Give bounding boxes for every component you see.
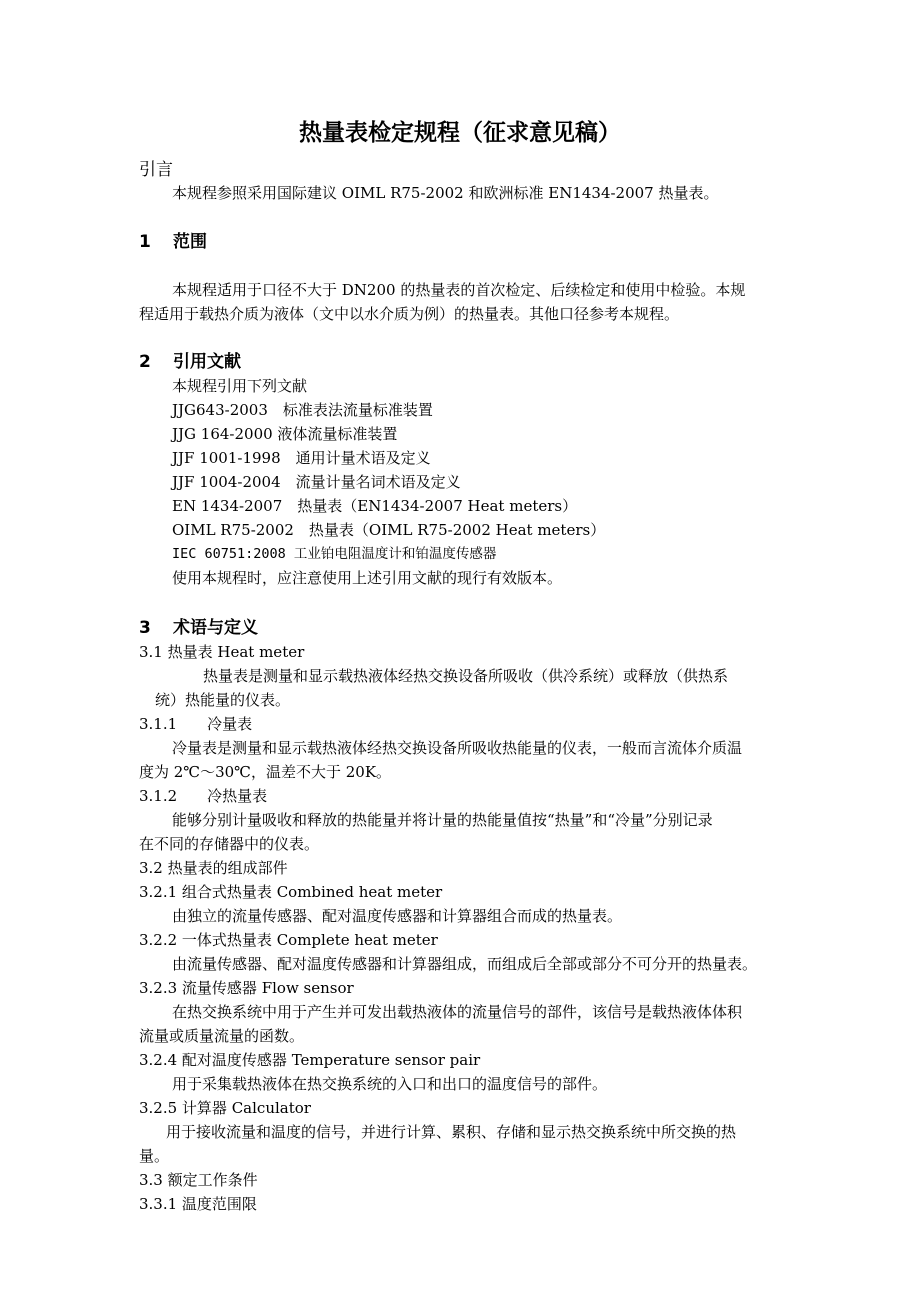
term-3-1-heading: 3.1 热量表 Heat meter [139,643,305,661]
section-title: 术语与定义 [173,618,258,638]
section-title: 范围 [173,232,207,252]
reference-item: JJF 1001-1998 通用计量术语及定义 [172,449,431,467]
section-number: 2 [139,352,151,372]
intro-text: 本规程参照采用国际建议 OIML R75-2002 和欧洲标准 EN1434-2007 热量表。 [172,184,719,202]
term-3-1-2-heading [139,787,267,805]
section-1-paragraph-line-2: 程适用于载热介质为液体（文中以水介质为例）的热量表。其他口径参考本规程。 [139,305,680,323]
term-number: 3.1.1 [139,715,178,733]
term-3-2-2-heading: 3.2.2 一体式热量表 Complete heat meter [139,931,438,949]
term-3-2-4-text: 用于采集载热液体在热交换系统的入口和出口的温度信号的部件。 [172,1075,608,1093]
reference-item: JJG643-2003 标准表法流量标准装置 [172,401,433,419]
term-3-2-5-text-line-2: 量。 [139,1147,170,1165]
term-3-1-1-text-line-2: 度为 2℃～30℃，温差不大于 20K。 [139,763,392,781]
references-note: 使用本规程时，应注意使用上述引用文献的现行有效版本。 [172,569,563,587]
reference-item: JJF 1004-2004 流量计量名词术语及定义 [172,473,461,491]
document-title: 热量表检定规程（征求意见稿） [299,120,621,146]
term-3-2-2-text: 由流量传感器、配对温度传感器和计算器组成，而组成后全部或部分不可分开的热量表。 [172,955,758,973]
section-1-paragraph-line-1: 本规程适用于口径不大于 DN200 的热量表的首次检定、后续检定和使用中检验。本规 [172,281,746,299]
reference-item: OIML R75-2002 热量表（OIML R75-2002 Heat meters） [172,521,606,539]
term-3-2-3-text-line-2: 流量或质量流量的函数。 [139,1027,305,1045]
reference-item-iec: IEC 60751:2008 工业铂电阻温度计和铂温度传感器 [172,546,497,562]
term-3-1-text-line-2: 统）热能量的仪表。 [155,691,291,709]
term-3-1-1-heading [139,715,252,733]
term-3-3-1-heading: 3.3.1 温度范围限 [139,1195,257,1213]
term-title: 冷热量表 [207,787,268,805]
term-3-2-3-heading: 3.2.3 流量传感器 Flow sensor [139,979,354,997]
term-title: 冷量表 [207,715,253,733]
term-3-2-1-heading: 3.2.1 组合式热量表 Combined heat meter [139,883,443,901]
references-lead: 本规程引用下列文献 [172,377,308,395]
term-3-2-5-text-line-1: 用于接收流量和温度的信号，并进行计算、累积、存储和显示热交换系统中所交换的热 [166,1123,737,1141]
section-3-heading [139,617,258,639]
reference-item: EN 1434-2007 热量表（EN1434-2007 Heat meters） [172,497,578,515]
section-number: 1 [139,232,151,252]
term-3-3-heading: 3.3 额定工作条件 [139,1171,258,1189]
section-title: 引用文献 [173,352,241,372]
term-3-2-5-heading: 3.2.5 计算器 Calculator [139,1099,311,1117]
section-1-heading [139,231,207,253]
term-3-1-text-line-1: 热量表是测量和显示载热液体经热交换设备所吸收（供冷系统）或释放（供热系 [203,667,729,685]
intro-heading: 引言 [139,160,173,180]
section-2-heading [139,351,241,373]
term-number: 3.1.2 [139,787,178,805]
section-number: 3 [139,618,151,638]
reference-item: JJG 164-2000 液体流量标准装置 [172,425,398,443]
term-3-2-4-heading: 3.2.4 配对温度传感器 Temperature sensor pair [139,1051,481,1069]
term-3-1-2-text-line-2: 在不同的存储器中的仪表。 [139,835,320,853]
term-3-1-1-text-line-1: 冷量表是测量和显示载热液体经热交换设备所吸收热能量的仪表，一般而言流体介质温 [172,739,743,757]
term-3-2-3-text-line-1: 在热交换系统中用于产生并可发出载热液体的流量信号的部件，该信号是载热液体体积 [172,1003,743,1021]
term-3-2-1-text: 由独立的流量传感器、配对温度传感器和计算器组合而成的热量表。 [172,907,623,925]
term-3-1-2-text-line-1: 能够分别计量吸收和释放的热能量并将计量的热能量值按“热量”和“冷量”分别记录 [172,811,713,829]
term-3-2-heading: 3.2 热量表的组成部件 [139,859,288,877]
